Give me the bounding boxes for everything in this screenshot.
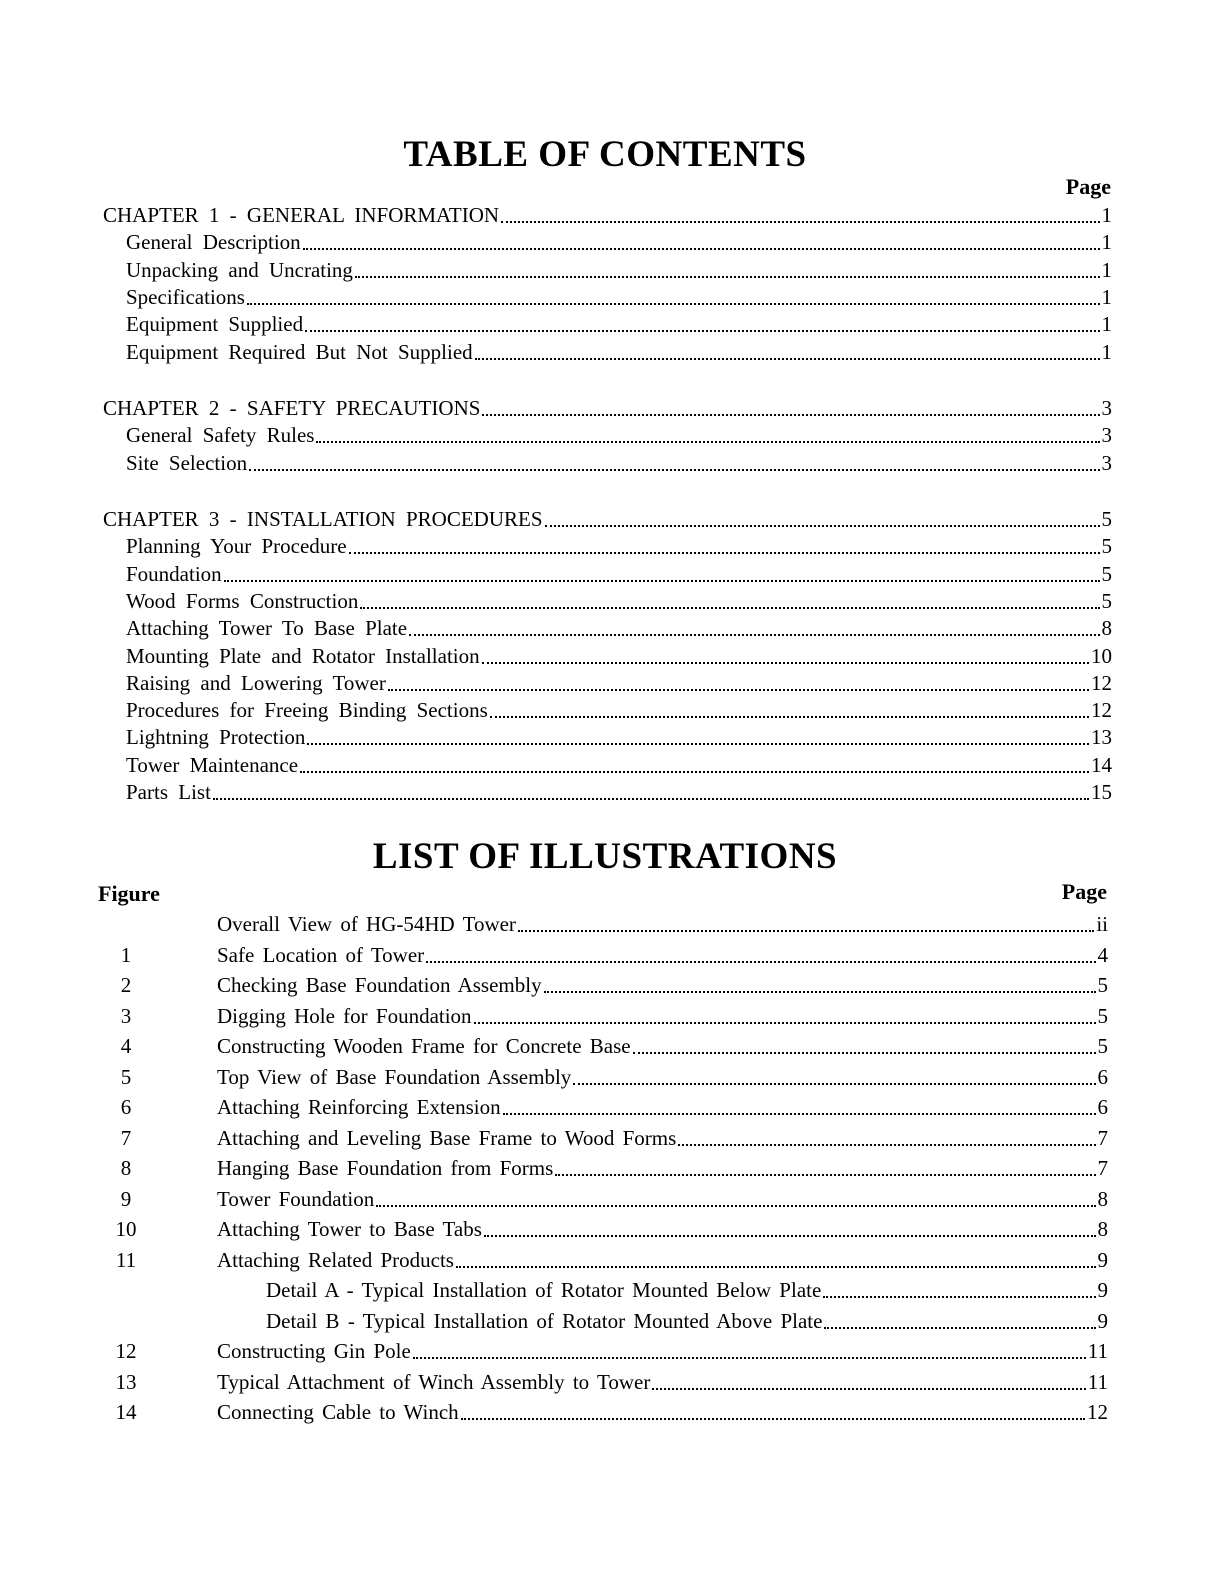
toc-entry-page-number: 13 [1091, 725, 1112, 750]
dot-leader [501, 220, 1099, 223]
toc-entry-label: Attaching Tower To Base Plate [126, 616, 408, 641]
illustration-entry-page-number: 9 [1097, 1247, 1108, 1272]
dot-leader [316, 440, 1099, 443]
illustration-entry-label: Attaching and Leveling Base Frame to Wood Forms [217, 1125, 677, 1150]
toc-entry-label: Mounting Plate and Rotator Installation [126, 643, 480, 668]
dot-leader [376, 1204, 1095, 1207]
toc-entry-label: Procedures for Freeing Binding Sections [126, 698, 488, 723]
illustration-entry-page-number: 9 [1097, 1278, 1108, 1302]
illustration-entry [217, 1126, 1108, 1152]
dot-leader [307, 742, 1089, 745]
chapter-heading-label: CHAPTER 2 - SAFETY PRECAUTIONS [103, 396, 481, 420]
toc-entry [126, 285, 1112, 311]
dot-leader [388, 688, 1089, 691]
toc-entry-page-number: 8 [1101, 616, 1112, 641]
illustration-entry-label: Tower Foundation [217, 1186, 375, 1211]
dot-leader [545, 524, 1100, 527]
illustration-entry-label: Constructing Gin Pole [217, 1339, 411, 1363]
illustration-entry [217, 1065, 1108, 1091]
illustration-entry [217, 1248, 1108, 1274]
illustration-entry [217, 973, 1108, 999]
toc-entry [126, 780, 1112, 806]
toc-entry-page-number: 3 [1101, 450, 1112, 475]
illustrations-page-column-header: Page [1061, 879, 1107, 904]
illustration-entry-label: Attaching Reinforcing Extension [217, 1095, 501, 1119]
illustration-entry-label: Safe Location of Tower [217, 942, 425, 967]
figure-number: 2 [120, 973, 132, 997]
toc-entry-label: Raising and Lowering Tower [126, 670, 386, 695]
dot-leader [305, 329, 1099, 332]
toc-entry-label: Equipment Supplied [126, 312, 304, 337]
illustration-entry-label: Checking Base Foundation Assembly [217, 973, 542, 997]
illustration-entry [217, 1156, 1108, 1182]
toc-entry [126, 698, 1112, 724]
toc-entry [126, 644, 1112, 670]
dot-leader [247, 302, 1100, 305]
illustration-entry [217, 1004, 1108, 1030]
toc-entry-page-number: 5 [1101, 534, 1112, 559]
illustration-entry-label: Detail A - Typical Installation of Rotator Mounted Below Plate [266, 1278, 822, 1302]
toc-entry-page-number: 1 [1101, 284, 1112, 309]
toc-entry-label: Parts List [126, 780, 211, 804]
dot-leader [349, 551, 1100, 554]
dot-leader [475, 357, 1100, 360]
list-of-illustrations-title: LIST OF ILLUSTRATIONS [372, 836, 838, 877]
toc-entry-page-number: 12 [1091, 698, 1112, 723]
illustration-entry [217, 1339, 1108, 1365]
illustration-entry-page-number: 7 [1097, 1125, 1108, 1150]
toc-entry [126, 725, 1112, 751]
chapter-heading-page-number: 3 [1101, 396, 1112, 420]
chapter-heading-page-number: 1 [1101, 203, 1112, 227]
illustration-entry [266, 1309, 1108, 1335]
dot-leader [303, 247, 1100, 250]
illustration-entry-label: Constructing Wooden Frame for Concrete Base [217, 1034, 631, 1058]
illustration-entry [217, 1187, 1108, 1213]
illustration-entry-label: Detail B - Typical Installation of Rotator Mounted Above Plate [266, 1308, 823, 1333]
dot-leader [555, 1173, 1095, 1176]
dot-leader [482, 661, 1089, 664]
toc-entry-page-number: 1 [1101, 257, 1112, 282]
figure-number: 5 [120, 1064, 132, 1089]
toc-entry [126, 451, 1112, 477]
illustration-entry-label: Digging Hole for Foundation [217, 1003, 472, 1028]
figure-number: 13 [115, 1369, 137, 1394]
dot-leader [482, 413, 1099, 416]
toc-entry-page-number: 1 [1101, 312, 1112, 337]
toc-entry-label: Foundation [126, 561, 222, 586]
figure-number: 14 [115, 1400, 137, 1424]
illustration-entry [217, 1400, 1108, 1426]
illustration-entry [217, 1370, 1108, 1396]
dot-leader [300, 770, 1089, 773]
toc-entry-label: General Safety Rules [126, 423, 315, 448]
toc-entry-page-number: 5 [1101, 588, 1112, 613]
figure-number: 9 [120, 1186, 132, 1211]
dot-leader [456, 1265, 1096, 1268]
toc-entry-page-number: 3 [1101, 423, 1112, 448]
figure-number: 3 [120, 1003, 132, 1028]
dot-leader [573, 1082, 1095, 1085]
figure-number: 10 [115, 1217, 137, 1241]
toc-entry [126, 258, 1112, 284]
toc-entry-label: Tower Maintenance [126, 752, 299, 777]
dot-leader [224, 579, 1100, 582]
toc-entry [126, 671, 1112, 697]
figure-number: 1 [120, 942, 132, 967]
toc-entry-page-number: 15 [1091, 780, 1112, 804]
toc-entry-page-number: 1 [1101, 230, 1112, 255]
toc-entry-page-number: 12 [1091, 670, 1112, 695]
dot-leader [249, 468, 1099, 471]
figure-number: 7 [120, 1125, 132, 1150]
dot-leader [824, 1326, 1095, 1329]
chapter-heading [103, 203, 1112, 229]
toc-entry [126, 340, 1112, 366]
illustration-entry-page-number: 11 [1087, 1369, 1108, 1394]
dot-leader [823, 1295, 1095, 1298]
illustration-entry-label: Overall View of HG-54HD Tower [217, 912, 516, 936]
figure-number: 11 [115, 1247, 137, 1272]
dot-leader [409, 633, 1099, 636]
toc-entry-label: Wood Forms Construction [126, 588, 359, 613]
toc-entry-label: Equipment Required But Not Supplied [126, 339, 473, 364]
illustration-entry-page-number: ii [1096, 912, 1108, 936]
toc-entry-page-number: 14 [1091, 752, 1112, 777]
toc-entry-label: General Description [126, 230, 301, 255]
figure-number: 4 [120, 1034, 132, 1058]
toc-title: TABLE OF CONTENTS [403, 134, 807, 175]
illustration-entry-label: Hanging Base Foundation from Forms [217, 1156, 554, 1180]
illustration-entry-page-number: 8 [1097, 1186, 1108, 1211]
illustration-entry-page-number: 4 [1097, 942, 1108, 967]
illustration-entry-label: Connecting Cable to Winch [217, 1400, 459, 1424]
illustration-entry-page-number: 8 [1097, 1217, 1108, 1241]
dot-leader [461, 1417, 1085, 1420]
illustration-entry [217, 943, 1108, 969]
toc-entry-label: Planning Your Procedure [126, 534, 347, 559]
toc-entry-page-number: 10 [1091, 643, 1112, 668]
toc-entry [126, 230, 1112, 256]
illustration-entry [217, 1034, 1108, 1060]
illustration-entry-page-number: 6 [1097, 1064, 1108, 1089]
toc-entry-label: Specifications [126, 284, 245, 309]
figure-number: 8 [120, 1156, 132, 1180]
toc-entry-page-number: 1 [1101, 339, 1112, 364]
illustration-entry-page-number: 5 [1097, 973, 1108, 997]
illustration-entry-page-number: 5 [1097, 1003, 1108, 1028]
figure-number: 12 [115, 1339, 137, 1363]
illustration-entry-page-number: 6 [1097, 1095, 1108, 1119]
dot-leader [518, 929, 1094, 932]
toc-entry [126, 312, 1112, 338]
chapter-heading [103, 396, 1112, 422]
dot-leader [426, 960, 1095, 963]
dot-leader [503, 1112, 1096, 1115]
illustration-entry-page-number: 7 [1097, 1156, 1108, 1180]
illustration-entry [217, 1095, 1108, 1121]
toc-entry-label: Lightning Protection [126, 725, 306, 750]
figure-column-header: Figure [98, 881, 160, 906]
illustration-entry-label: Typical Attachment of Winch Assembly to Tower [217, 1369, 651, 1394]
toc-entry-label: Unpacking and Uncrating [126, 257, 353, 282]
illustration-entry [217, 912, 1108, 938]
chapter-heading [103, 507, 1112, 533]
toc-entry-page-number: 5 [1101, 561, 1112, 586]
dot-leader [633, 1051, 1096, 1054]
chapter-heading-label: CHAPTER 1 - GENERAL INFORMATION [103, 203, 500, 227]
dot-leader [213, 797, 1089, 800]
dot-leader [474, 1021, 1096, 1024]
toc-entry [126, 753, 1112, 779]
illustration-entry [217, 1217, 1108, 1243]
dot-leader [490, 715, 1089, 718]
toc-entry [126, 423, 1112, 449]
toc-page-column-header: Page [1065, 174, 1111, 199]
illustration-entry-page-number: 11 [1087, 1339, 1108, 1363]
dot-leader [360, 606, 1099, 609]
dot-leader [652, 1387, 1085, 1390]
dot-leader [413, 1356, 1086, 1359]
toc-entry [126, 562, 1112, 588]
illustration-entry-page-number: 5 [1097, 1034, 1108, 1058]
dot-leader [355, 275, 1100, 278]
illustration-entry-label: Attaching Tower to Base Tabs [217, 1217, 482, 1241]
illustration-entry [266, 1278, 1108, 1304]
dot-leader [544, 990, 1096, 993]
illustration-entry-page-number: 12 [1087, 1400, 1108, 1424]
dot-leader [484, 1234, 1096, 1237]
dot-leader [678, 1143, 1095, 1146]
illustration-entry-page-number: 9 [1097, 1308, 1108, 1333]
toc-entry-label: Site Selection [126, 450, 248, 475]
chapter-heading-label: CHAPTER 3 - INSTALLATION PROCEDURES [103, 507, 543, 531]
illustration-entry-label: Attaching Related Products [217, 1247, 454, 1272]
chapter-heading-page-number: 5 [1101, 507, 1112, 531]
toc-entry [126, 534, 1112, 560]
illustration-entry-label: Top View of Base Foundation Assembly [217, 1064, 572, 1089]
figure-number: 6 [120, 1095, 132, 1119]
toc-entry [126, 616, 1112, 642]
toc-entry [126, 589, 1112, 615]
